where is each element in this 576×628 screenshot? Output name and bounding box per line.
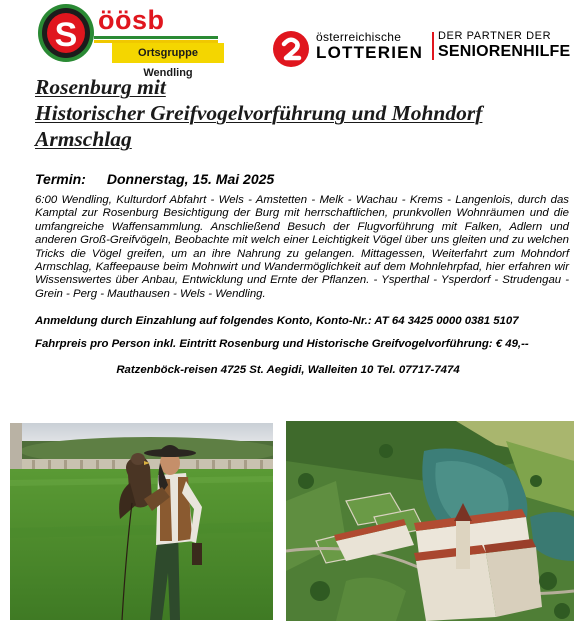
trip-description: 6:00 Wendling, Kulturdorf Abfahrt - Wels - Amstetten - Melk - Wachau - Krems - Langenlois, durch das Kamptal zur Rosenburg Besichtigung der Burg mit herrschaftlichen, prunkvollen Wohnräumen und die umfangreiche Waffensammlung. Anschließend Besuch der Flugvorführung mit Falken, Adlern und anderen Groß-Greifvögeln, Beobachte mit welch einer Leichtigkeit Vögel über uns gleiten und zu welchen Tricks die Vögel greifen, um an ihre Nahrung zu gelangen. Mittagessen, Weiterfahrt zum Mohndorf Armschlag, Kaffeepause beim Mohnwirt und Wandermöglichkeit auf dem Mohnlehrpfad, hier erfahren wir Wissenswertes über Anbau, Entwicklung und Ernte der Pflanzen. - Ysperthal - Ysperdorf - Strudengau - Grein - Perg - Mauthausen - Wels - Wendling. bbox=[35, 194, 569, 300]
club-brand-text: öösb bbox=[98, 5, 165, 35]
event-title bbox=[35, 74, 565, 152]
sponsor-separator bbox=[432, 32, 434, 60]
brand-stripe-green bbox=[94, 36, 218, 39]
sponsor-logo bbox=[272, 30, 571, 70]
sponsor-tagline1: DER PARTNER DER bbox=[438, 30, 552, 42]
registration-info: Anmeldung durch Einzahlung auf folgendes Konto, Konto-Nr.: AT 64 3425 0000 0381 5107 bbox=[35, 315, 519, 327]
fare-info: Fahrpreis pro Person inkl. Eintritt Rosenburg und Historische Greifvogelvorführung: € 49,-- bbox=[35, 338, 529, 350]
event-date bbox=[35, 171, 274, 187]
title-line-2: Historischer Greifvogelvorführung und Mohndorf bbox=[35, 101, 483, 125]
club-subline: Ortsgruppe Wendling bbox=[112, 43, 224, 63]
sponsor-line1: österreichische bbox=[316, 30, 402, 44]
falconer-with-eagle-photo bbox=[10, 423, 273, 620]
title-line-1: Rosenburg mit bbox=[35, 75, 166, 99]
title-line-3: Armschlag bbox=[35, 127, 132, 151]
lotterien-emblem-icon bbox=[272, 30, 310, 68]
operator-info: Ratzenböck-reisen 4725 St. Aegidi, Walleiten 10 Tel. 07717-7474 bbox=[116, 364, 460, 376]
club-logo bbox=[36, 2, 224, 79]
sponsor-line2: LOTTERIEN bbox=[316, 43, 424, 62]
date-value: Donnerstag, 15. Mai 2025 bbox=[106, 171, 275, 187]
club-emblem-icon bbox=[36, 2, 96, 64]
sponsor-tagline2: SENIORENHILFE bbox=[438, 43, 571, 60]
club-emblem-letter: S bbox=[54, 16, 78, 54]
date-label: Termin: bbox=[35, 171, 86, 187]
aerial-castle-rosenburg-photo bbox=[286, 421, 574, 621]
